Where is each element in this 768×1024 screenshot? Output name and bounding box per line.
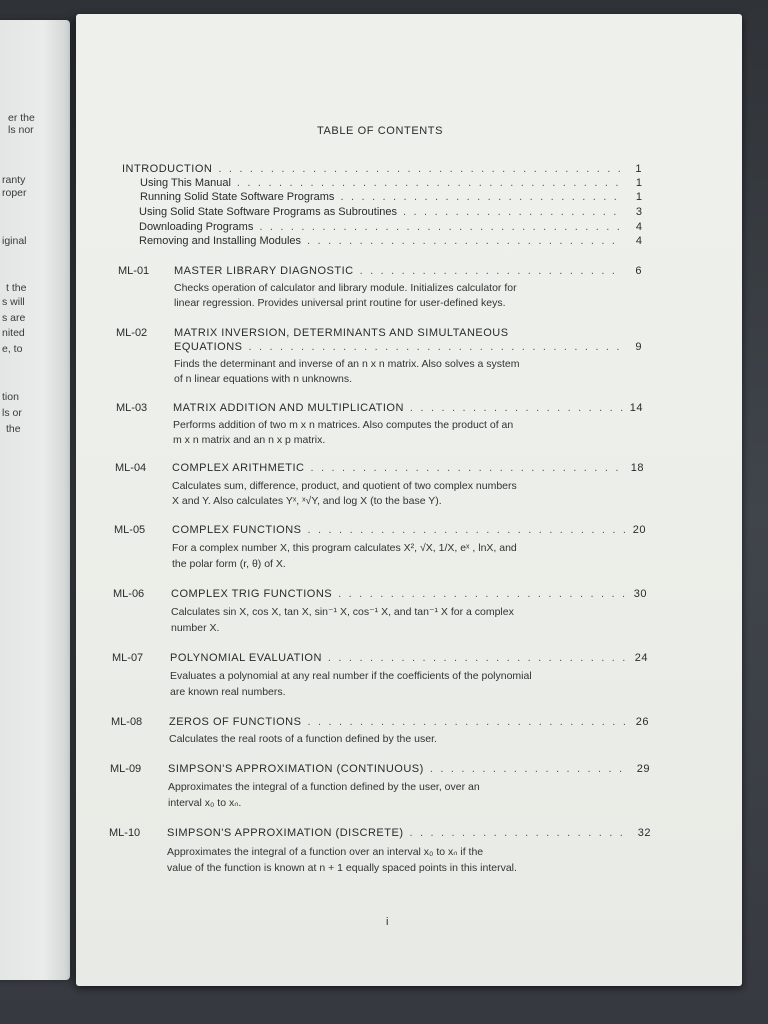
entry-page: 26 xyxy=(635,716,649,728)
entry-page: 20 xyxy=(632,524,646,536)
entry-page: 14 xyxy=(629,402,643,414)
leader-dots xyxy=(403,206,622,218)
left-fragment: s are xyxy=(2,312,26,324)
toc-page: 4 xyxy=(635,221,642,233)
entry-desc-line: For a complex number X, this program calculates X², √X, 1/X, eˣ , lnX, and xyxy=(172,542,517,554)
entry-title-row xyxy=(167,827,651,839)
toc-page: 1 xyxy=(635,177,642,189)
page-title: TABLE OF CONTENTS xyxy=(316,125,444,137)
leader-dots xyxy=(307,235,622,247)
entry-code: ML-09 xyxy=(110,763,142,775)
leader-dots xyxy=(360,265,622,277)
entry-title-row xyxy=(174,341,642,353)
entry-title-row xyxy=(168,763,650,775)
left-fragment: s will xyxy=(2,296,25,308)
entry-title-row xyxy=(172,462,644,474)
toc-label: Using Solid State Software Programs as Subroutines xyxy=(139,206,398,218)
left-fragment: ranty xyxy=(2,174,26,186)
toc-label: INTRODUCTION xyxy=(122,163,213,175)
entry-title: SIMPSON'S APPROXIMATION (CONTINUOUS) xyxy=(168,763,424,775)
entry-page: 9 xyxy=(635,341,642,353)
entry-desc-line: Calculates the real roots of a function defined by the user. xyxy=(169,733,437,745)
entry-title: ZEROS OF FUNCTIONS xyxy=(169,716,302,728)
entry-title-row xyxy=(174,327,594,339)
entry-desc-line: of n linear equations with n unknowns. xyxy=(174,373,353,385)
page-number: i xyxy=(386,916,389,928)
entry-title: SIMPSON'S APPROXIMATION (DISCRETE) xyxy=(167,827,404,839)
entry-desc-line: are known real numbers. xyxy=(170,686,286,698)
entry-desc-line: Checks operation of calculator and library module. Initializes calculator for xyxy=(174,282,517,294)
leader-dots xyxy=(409,827,631,839)
entry-page: 29 xyxy=(636,763,650,775)
leader-dots xyxy=(248,341,622,353)
document-page xyxy=(76,14,742,986)
entry-desc-line: value of the function is known at n + 1 equally spaced points in this interval. xyxy=(167,862,517,874)
toc-row xyxy=(140,177,642,189)
entry-page: 18 xyxy=(630,462,644,474)
entry-title: POLYNOMIAL EVALUATION xyxy=(170,652,322,664)
left-fragment: ls or xyxy=(2,407,22,419)
entry-desc-line: X and Y. Also calculates Yˣ, ˣ√Y, and log X (to the base Y). xyxy=(172,495,442,507)
entry-desc-line: Finds the determinant and inverse of an n x n matrix. Also solves a system xyxy=(174,358,520,370)
leader-dots xyxy=(338,588,627,600)
left-facing-page xyxy=(0,20,70,980)
toc-row xyxy=(139,235,642,247)
entry-code: ML-06 xyxy=(113,588,145,600)
entry-desc-line: Evaluates a polynomial at any real number if the coefficients of the polynomial xyxy=(170,670,532,682)
toc-page: 1 xyxy=(635,191,642,203)
entry-desc-line: interval x₀ to xₙ. xyxy=(168,797,242,809)
entry-code: ML-03 xyxy=(116,402,148,414)
toc-page: 3 xyxy=(635,206,642,218)
leader-dots xyxy=(308,524,626,536)
entry-title-row xyxy=(174,265,642,277)
left-fragment: the xyxy=(6,423,21,435)
entry-code: ML-01 xyxy=(118,265,150,277)
entry-desc-line: Approximates the integral of a function over an interval x₀ to xₙ if the xyxy=(167,846,484,858)
left-fragment: er the xyxy=(8,112,35,124)
toc-row xyxy=(140,191,642,203)
toc-page: 4 xyxy=(635,235,642,247)
entry-title-row xyxy=(169,716,649,728)
entry-desc-line: the polar form (r, θ) of X. xyxy=(172,558,286,570)
leader-dots xyxy=(237,177,622,189)
entry-page: 32 xyxy=(637,827,651,839)
left-fragment: nited xyxy=(2,327,25,339)
toc-row xyxy=(139,206,642,218)
entry-code: ML-07 xyxy=(112,652,144,664)
leader-dots xyxy=(340,191,622,203)
entry-title-continued: EQUATIONS xyxy=(174,341,243,353)
left-fragment: tion xyxy=(2,391,19,403)
entry-page: 6 xyxy=(635,265,642,277)
left-fragment: ls nor xyxy=(8,124,34,136)
entry-title: COMPLEX FUNCTIONS xyxy=(172,524,302,536)
toc-label: Using This Manual xyxy=(140,177,231,189)
leader-dots xyxy=(307,716,629,728)
entry-desc-line: Calculates sum, difference, product, and quotient of two complex numbers xyxy=(172,480,517,492)
left-fragment: t the xyxy=(6,282,27,294)
leader-dots xyxy=(310,462,624,474)
entry-title: MATRIX ADDITION AND MULTIPLICATION xyxy=(173,402,404,414)
toc-page: 1 xyxy=(635,163,642,175)
leader-dots xyxy=(328,652,628,664)
leader-dots xyxy=(410,402,623,414)
entry-code: ML-02 xyxy=(116,327,148,339)
entry-desc-line: Approximates the integral of a function defined by the user, over an xyxy=(168,781,480,793)
entry-desc-line: number X. xyxy=(171,622,220,634)
entry-page: 24 xyxy=(634,652,648,664)
leader-dots xyxy=(430,763,630,775)
leader-dots xyxy=(259,221,622,233)
leader-dots xyxy=(218,163,622,175)
entry-title-row xyxy=(170,652,648,664)
entry-code: ML-08 xyxy=(111,716,143,728)
entry-code: ML-04 xyxy=(115,462,147,474)
entry-page: 30 xyxy=(633,588,647,600)
entry-title-row xyxy=(173,402,643,414)
entry-title: MATRIX INVERSION, DETERMINANTS AND SIMULTANEOUS xyxy=(174,327,509,339)
entry-title-row xyxy=(171,588,647,600)
entry-desc-line: Calculates sin X, cos X, tan X, sin⁻¹ X, cos⁻¹ X, and tan⁻¹ X for a complex xyxy=(171,606,514,618)
left-fragment: e, to xyxy=(2,343,23,355)
toc-row xyxy=(139,221,642,233)
toc-row-introduction xyxy=(122,163,642,175)
entry-desc-line: m x n matrix and an n x p matrix. xyxy=(173,434,326,446)
entry-title: COMPLEX TRIG FUNCTIONS xyxy=(171,588,333,600)
entry-desc-line: Performs addition of two m x n matrices. Also computes the product of an xyxy=(173,419,514,431)
toc-label: Running Solid State Software Programs xyxy=(140,191,335,203)
toc-label: Removing and Installing Modules xyxy=(139,235,302,247)
entry-title-row xyxy=(172,524,646,536)
entry-desc-line: linear regression. Provides universal print routine for user-defined keys. xyxy=(174,297,506,309)
entry-title: MASTER LIBRARY DIAGNOSTIC xyxy=(174,265,354,277)
entry-code: ML-10 xyxy=(109,827,141,839)
left-fragment: roper xyxy=(2,187,27,199)
toc-label: Downloading Programs xyxy=(139,221,254,233)
entry-code: ML-05 xyxy=(114,524,146,536)
left-fragment: iginal xyxy=(2,235,27,247)
entry-title: COMPLEX ARITHMETIC xyxy=(172,462,305,474)
